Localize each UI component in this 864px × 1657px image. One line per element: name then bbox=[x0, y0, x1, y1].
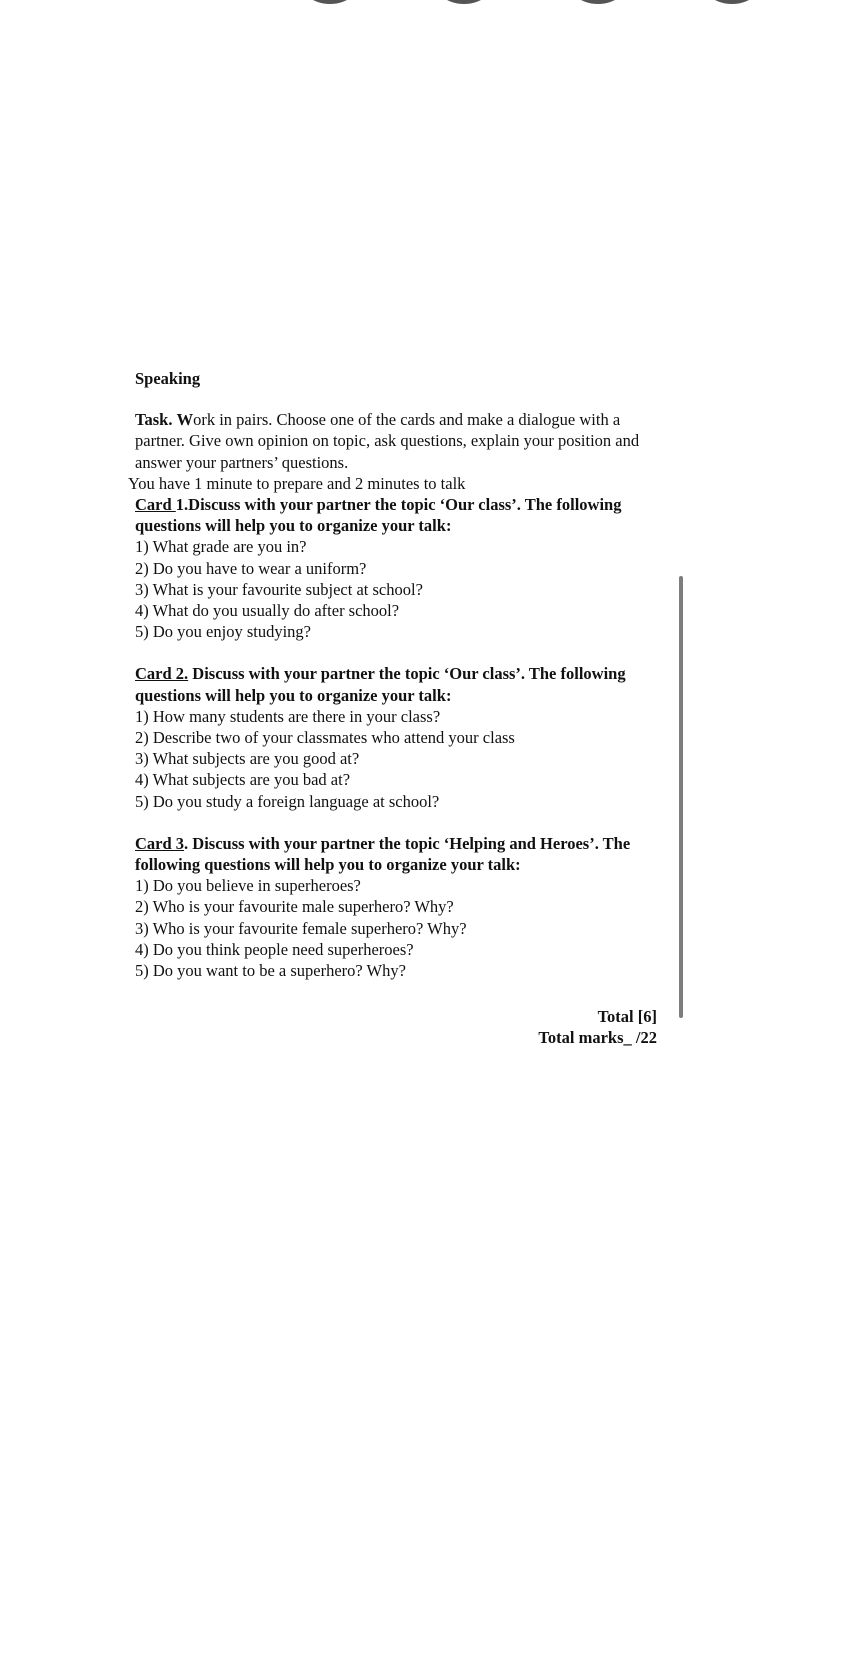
top-thumbnail-strip bbox=[0, 0, 864, 4]
total-score: Total [6] bbox=[597, 1007, 657, 1026]
card-label: Card 3 bbox=[135, 833, 185, 853]
question-item: 1) What grade are you in? bbox=[135, 537, 307, 557]
total-marks: Total marks_ /22 bbox=[538, 1028, 657, 1048]
question-item: 2) Describe two of your classmates who attend your class bbox=[135, 728, 515, 748]
time-note: You have 1 minute to prepare and 2 minutes to talk bbox=[128, 473, 466, 493]
card-intro-text: 1.Discuss with your partner the topic ‘Our class’. The following questions will help you to organize your talk: bbox=[135, 495, 622, 536]
question-item: 3) What subjects are you good at? bbox=[135, 749, 360, 769]
question-item: 5) Do you enjoy studying? bbox=[135, 622, 311, 642]
question-item: 3) Who is your favourite female superhero? Why? bbox=[135, 918, 467, 938]
question-item: 1) Do you believe in superheroes? bbox=[135, 876, 361, 896]
question-item: 5) Do you want to be a superhero? Why? bbox=[135, 961, 406, 981]
speaking-document bbox=[128, 368, 665, 981]
question-item: 4) What subjects are you bad at? bbox=[135, 770, 351, 790]
card-label: Card bbox=[135, 495, 176, 515]
card-intro bbox=[135, 833, 665, 875]
card-label: Card 2. bbox=[135, 664, 189, 684]
question-item: 1) How many students are there in your class? bbox=[135, 706, 441, 726]
vertical-scrollbar[interactable] bbox=[679, 576, 683, 1018]
question-item: 2) Who is your favourite male superhero? Why? bbox=[135, 897, 454, 917]
card-1 bbox=[135, 494, 665, 642]
question-item: 5) Do you study a foreign language at school? bbox=[135, 791, 440, 811]
question-item: 3) What is your favourite subject at school? bbox=[135, 579, 423, 599]
thumbnail-circle[interactable] bbox=[296, 0, 364, 4]
thumbnail-circle[interactable] bbox=[698, 0, 766, 4]
spacer bbox=[135, 642, 665, 663]
card-intro bbox=[135, 663, 665, 705]
card-intro bbox=[135, 494, 665, 536]
card-intro-text: Discuss with your partner the topic ‘Our class’. The following questions will help you to organize your talk: bbox=[135, 664, 626, 705]
totals-block bbox=[420, 1006, 657, 1048]
question-item: 4) What do you usually do after school? bbox=[135, 601, 400, 621]
question-item: 4) Do you think people need superheroes? bbox=[135, 939, 414, 959]
question-item: 2) Do you have to wear a uniform? bbox=[135, 558, 367, 578]
task-text: ork in pairs. Choose one of the cards and make a dialogue with a partner. Give own opinion on topic, ask questions, explain your position and answer your partners’ questions. bbox=[135, 410, 640, 472]
task-initial: W bbox=[176, 410, 194, 430]
thumbnail-circle[interactable] bbox=[564, 0, 632, 4]
card-intro-text: . Discuss with your partner the topic ‘Helping and Heroes’. The following questions will help you to organize your talk: bbox=[135, 833, 631, 875]
task-label: Task. bbox=[135, 410, 173, 430]
card-2 bbox=[135, 663, 665, 811]
section-heading: Speaking bbox=[135, 369, 201, 388]
task-instructions bbox=[135, 409, 665, 473]
thumbnail-circle[interactable] bbox=[430, 0, 498, 4]
spacer bbox=[135, 812, 665, 833]
card-3 bbox=[135, 833, 665, 981]
